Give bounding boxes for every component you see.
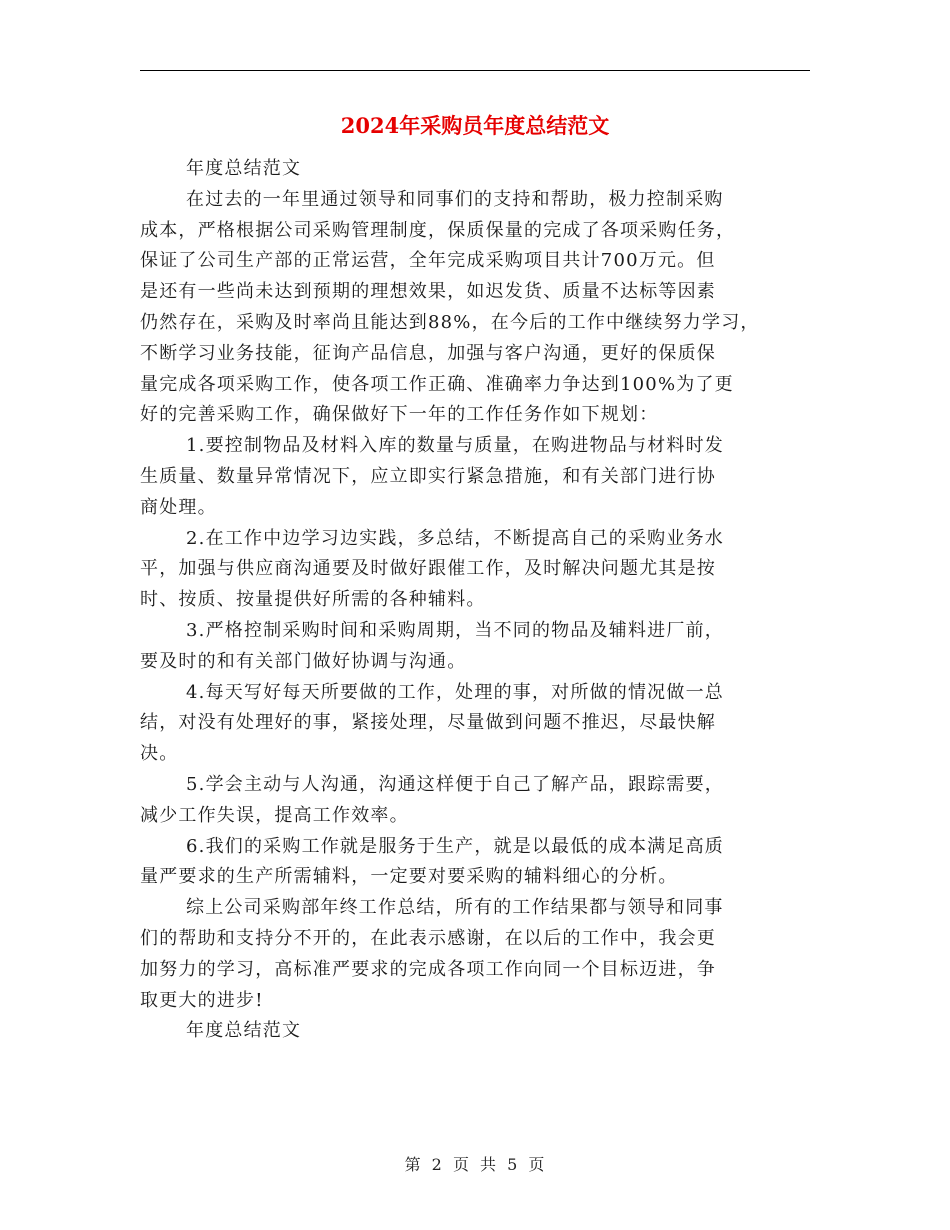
- plan-item-4: 4.每天写好每天所要做的工作，处理的事，对所做的情况做一总 结，对没有处理好的事，紧接处理，尽量做到问题不推迟，尽最快解 决。: [140, 681, 724, 765]
- document-title: 2024年采购员年度总结范文: [340, 113, 610, 138]
- plan-item-5: 5.学会主动与人沟通，沟通这样便于自己了解产品，跟踪需要， 减少工作失误，提高工作效率。: [140, 773, 724, 826]
- page-number-footer: 第 2 页 共 5 页: [404, 1155, 546, 1174]
- plan-item-2: 2.在工作中边学习边实践，多总结，不断提高自己的采购业务水 平，加强与供应商沟通要及时做好跟催工作，及时解决问题尤其是按 时、按质、按量提供好所需的各种辅料。: [140, 527, 724, 611]
- document-body: [140, 154, 815, 1047]
- plan-item-1: 1.要控制物品及材料入库的数量与质量，在购进物品与材料时发 生质量、数量异常情况下，应立即实行紧急措施，和有关部门进行协 商处理。: [140, 435, 724, 518]
- section-heading-2: 年度总结范文: [186, 1020, 302, 1042]
- plan-item-6: 6.我们的采购工作就是服务于生产，就是以最低的成本满足高质 量严要求的生产所需辅料，一定要对要采购的辅料细心的分析。: [140, 835, 724, 888]
- section-heading: 年度总结范文: [186, 158, 302, 179]
- plan-item-3: 3.严格控制采购时间和采购周期，当不同的物品及辅料进厂前， 要及时的和有关部门做好协调与沟通。: [140, 619, 724, 672]
- intro-paragraph: 在过去的一年里通过领导和同事们的支持和帮助，极力控制采购 成本，严格根据公司采购管理制度，保质保量的完成了各项采购任务， 保证了公司生产部的正常运营，全年完成采购项目共计700万元。但 是还有一些尚未达到预期的理想效果，如迟发货、质量不达标等因素 仍然存在，采购及时率尚且能达到88%，在今后的工作中继续努力学习， 不断学习业务技能，征询产品信息，加强与客户沟通，更好的保质保 量完成各项采购工作，使各项工作正确、准确率力争达到100%为了更 好的完善采购工作，确保做好下一年的工作任务作如下规划：: [140, 188, 760, 426]
- header-rule: [140, 70, 810, 71]
- conclusion-paragraph: 综上公司采购部年终工作总结，所有的工作结果都与领导和同事 们的帮助和支持分不开的，在此表示感谢，在以后的工作中，我会更 加努力的学习，高标准严要求的完成各项工作向同一个目标迈进，争 取更大的进步!: [140, 897, 724, 1011]
